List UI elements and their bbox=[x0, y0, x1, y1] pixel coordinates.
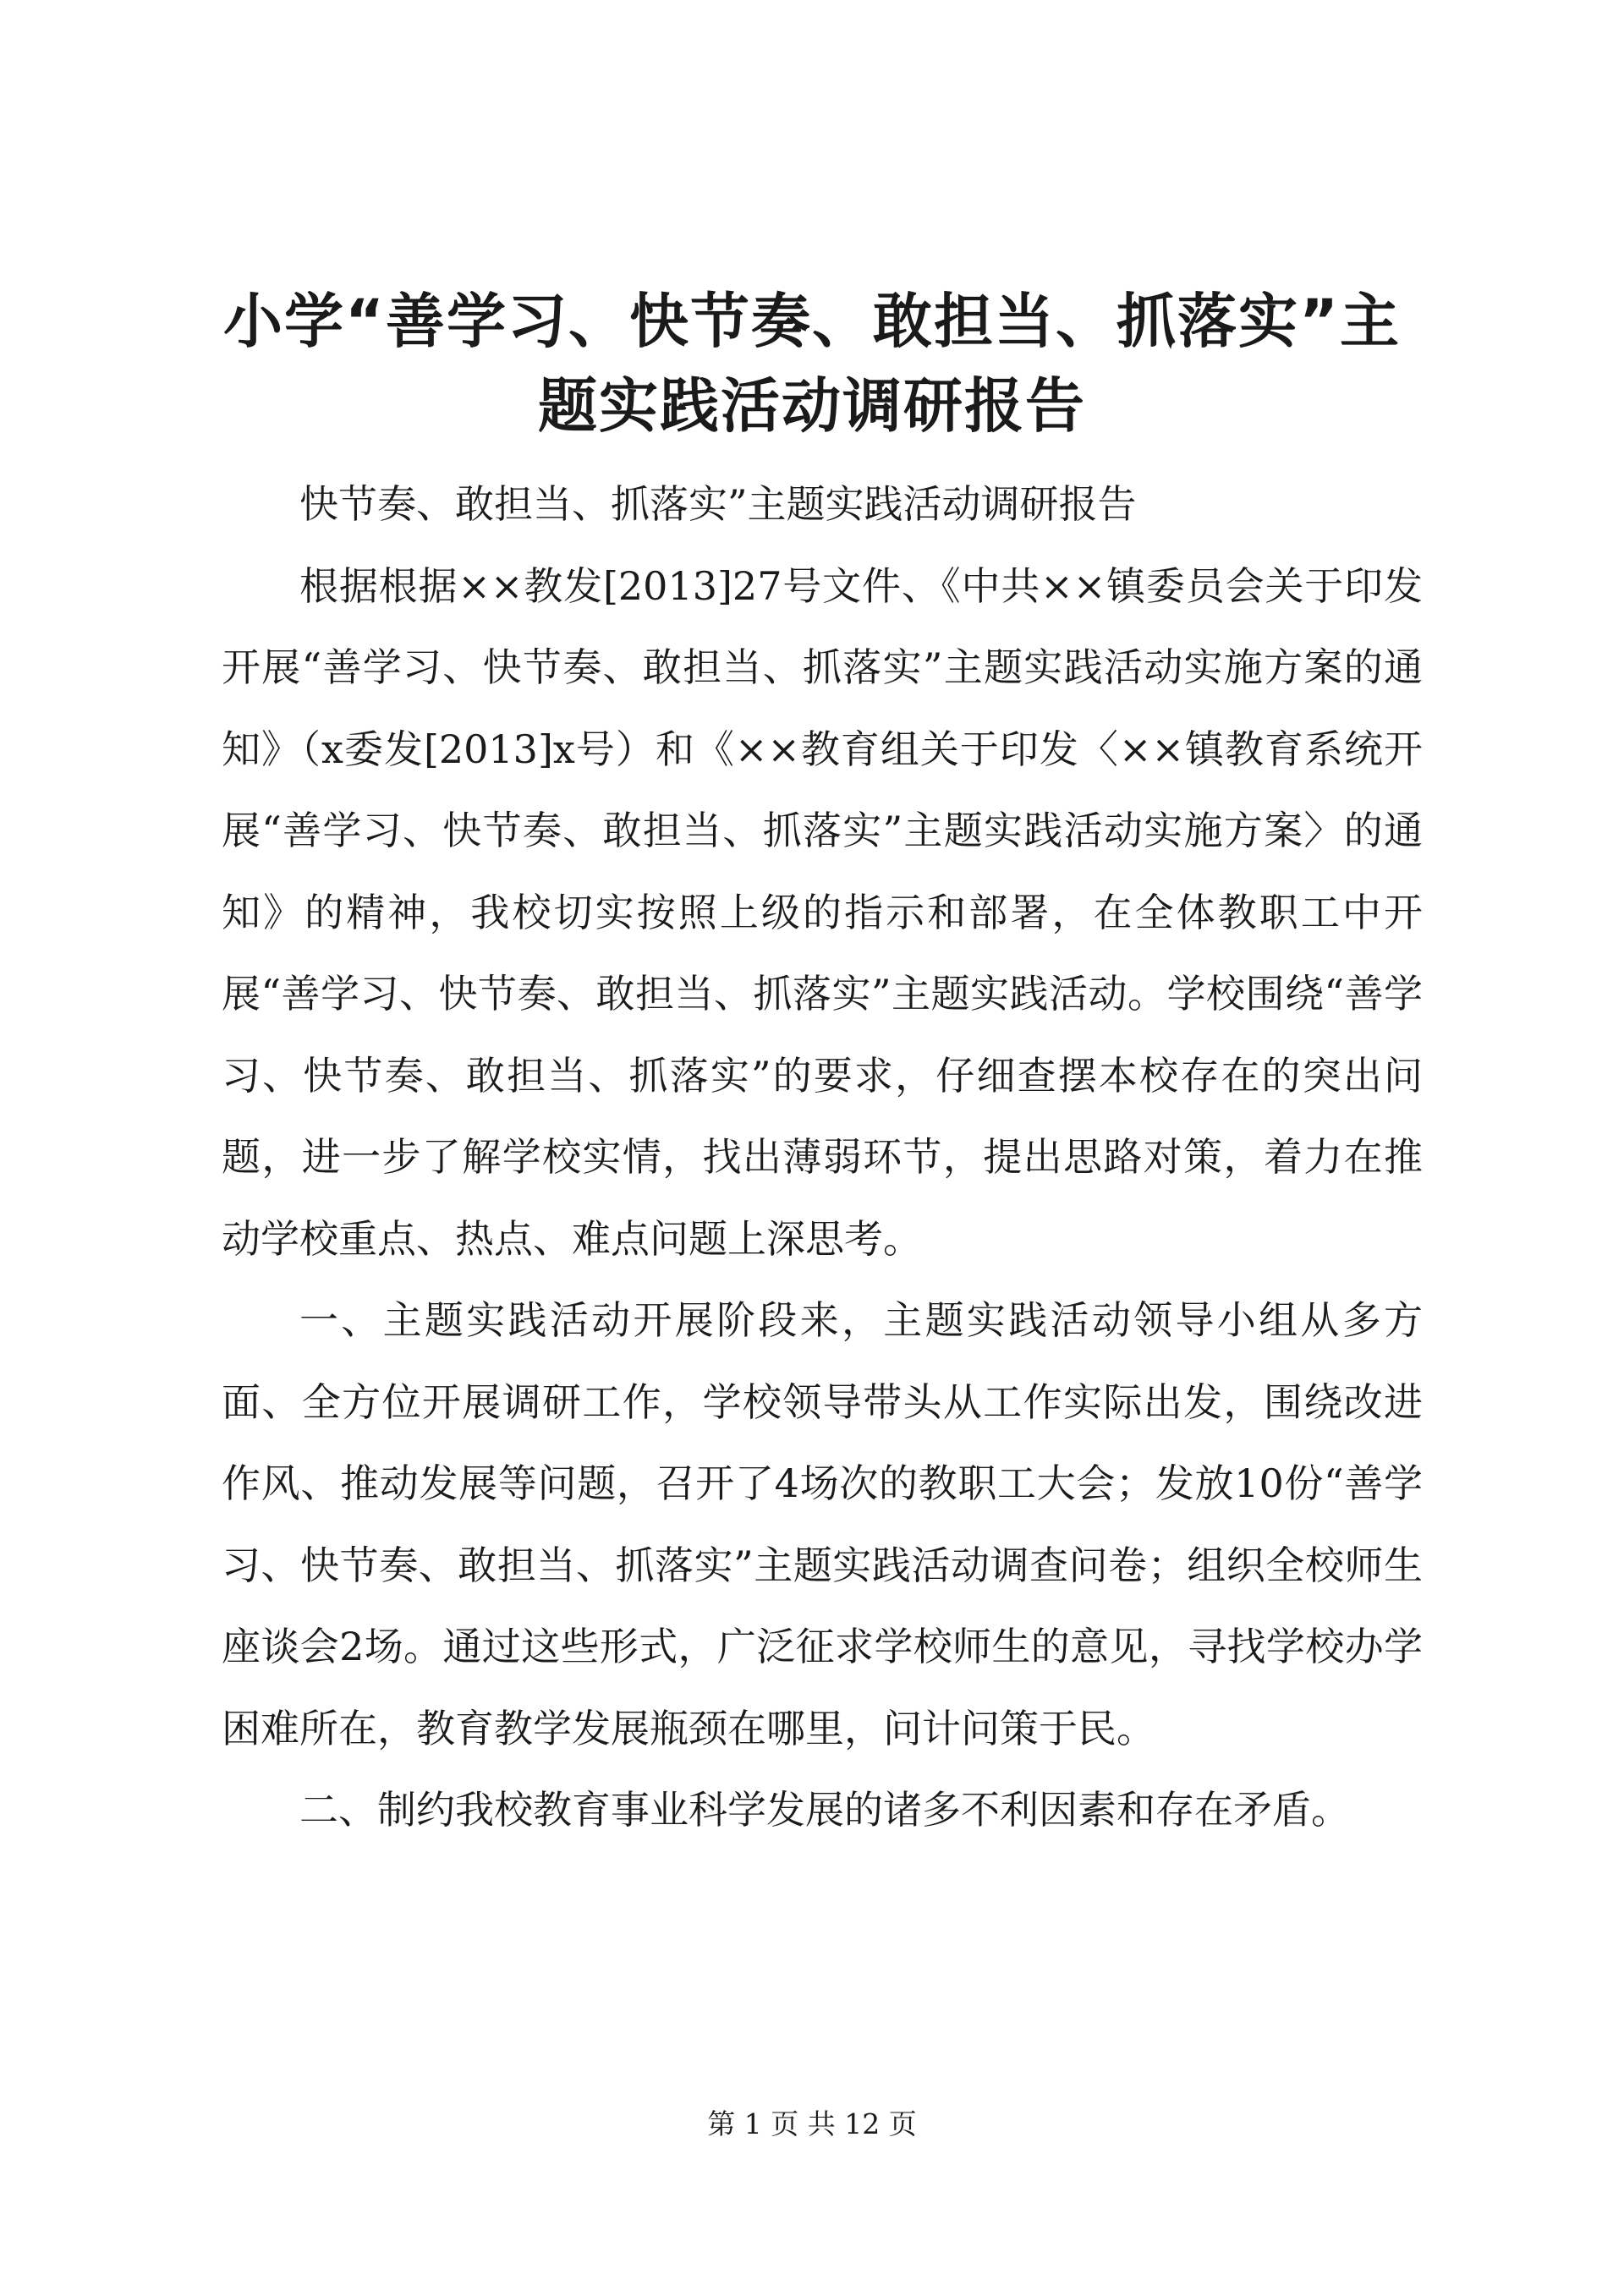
paragraph-section-one: 一、主题实践活动开展阶段来，主题实践活动领导小组从多方面、全方位开展调研工作，学校领导带头从工作实际出发，围绕改进作风、推动发展等问题，召开了4场次的教职工大会；发放10份“善学习、快节奏、敢担当、抓落实”主题实践活动调查问卷；组织全校师生座谈会2场。通过这些形式，广泛征求学校师生的意见，寻找学校办学困难所在，教育教学发展瓶颈在哪里，问计问策于民。 bbox=[222, 1297, 1423, 1751]
page-footer: 第 1 页 共 12 页 bbox=[707, 2107, 917, 2140]
paragraph-section-two: 二、制约我校教育事业科学发展的诸多不利因素和存在矛盾。 bbox=[299, 1787, 1350, 1833]
paragraph-subtitle: 快节奏、敢担当、抓落实”主题实践活动调研报告 bbox=[299, 481, 1137, 527]
document-body bbox=[222, 463, 1423, 1851]
document-title: 小学“善学习、快节奏、敢担当、抓落实”主题实践活动调研报告 bbox=[222, 287, 1401, 441]
paragraph-intro: 根据根据××教发[2013]27号文件、《中共××镇委员会关于印发开展“善学习、快节奏、敢担当、抓落实”主题实践活动实施方案的通知》（x委发[2013]x号）和《××教育组关于印发〈××镇教育系统开展“善学习、快节奏、敢担当、抓落实”主题实践活动实施方案〉的通知》的精神，我校切实按照上级的指示和部署，在全体教职工中开展“善学习、快节奏、敢担当、抓落实”主题实践活动。学校围绕“善学习、快节奏、敢担当、抓落实”的要求，仔细查摆本校存在的突出问题，进一步了解学校实情，找出薄弱环节，提出思路对策，着力在推动学校重点、热点、难点问题上深思考。 bbox=[222, 562, 1423, 1262]
